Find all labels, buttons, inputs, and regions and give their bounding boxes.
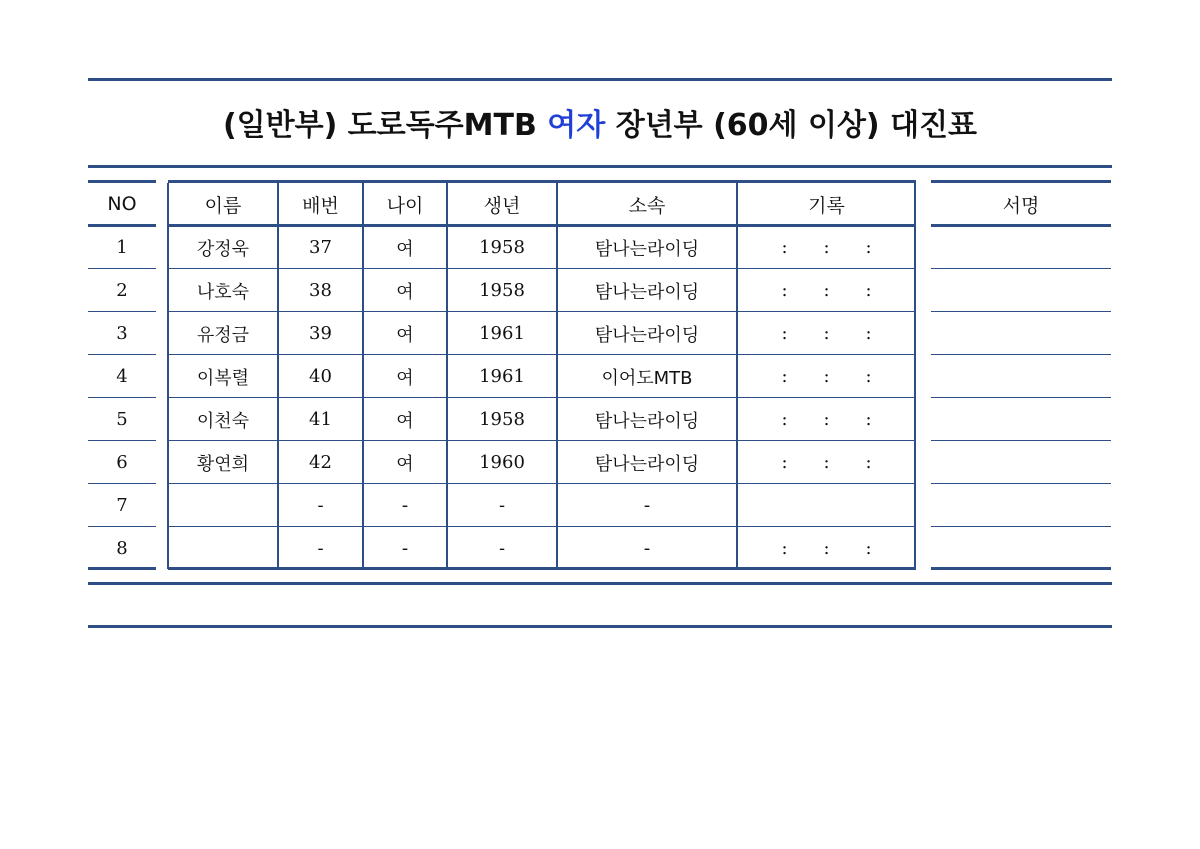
record-separator: : bbox=[781, 366, 788, 387]
no-cell: 5 bbox=[116, 409, 128, 430]
name-cell: 나호숙 bbox=[196, 281, 250, 303]
team-cell: 탐나는라이딩 bbox=[594, 410, 700, 432]
top-rule bbox=[88, 78, 1112, 81]
title-bottom-rule bbox=[88, 165, 1112, 168]
no-cell: 4 bbox=[116, 366, 128, 387]
birth-year-cell: 1961 bbox=[479, 323, 525, 344]
name-cell: 강정욱 bbox=[196, 238, 250, 260]
bib-cell: 38 bbox=[309, 280, 332, 301]
bottom-rule-1 bbox=[88, 582, 1112, 585]
column-header-team: 소속 bbox=[628, 194, 666, 217]
column-header-bib: 배번 bbox=[302, 194, 339, 217]
signature-cell bbox=[931, 355, 1111, 398]
bib-cell: 42 bbox=[309, 452, 332, 473]
birth-year-cell: 1958 bbox=[479, 280, 525, 301]
gender-cell: 여 bbox=[396, 238, 414, 260]
page-title bbox=[88, 96, 1112, 156]
signature-cell bbox=[931, 269, 1111, 312]
record-separator: : bbox=[865, 452, 872, 473]
record-cell bbox=[737, 269, 916, 312]
column-header-gender: 나이 bbox=[386, 194, 424, 217]
title-prefix: (일반부) 도로독주MTB bbox=[222, 108, 548, 143]
gender-cell: 여 bbox=[396, 410, 414, 432]
gender-cell: 여 bbox=[396, 324, 414, 346]
signature-cell bbox=[931, 398, 1111, 441]
gender-cell: - bbox=[401, 538, 409, 559]
record-cell bbox=[737, 355, 916, 398]
record-separator: : bbox=[781, 409, 788, 430]
birth-year-cell: 1961 bbox=[479, 366, 525, 387]
birth-year-cell: 1958 bbox=[479, 237, 525, 258]
bib-cell: - bbox=[317, 538, 324, 559]
gender-cell: - bbox=[401, 495, 409, 516]
gender-cell: 여 bbox=[396, 281, 414, 303]
name-cell: 황연희 bbox=[196, 453, 250, 475]
no-cell: 3 bbox=[116, 323, 128, 344]
record-separator: : bbox=[865, 280, 872, 301]
team-cell: 탐나는라이딩 bbox=[594, 238, 700, 260]
birth-year-cell: - bbox=[498, 538, 506, 559]
record-cell bbox=[737, 226, 916, 269]
signature-cell bbox=[931, 312, 1111, 355]
signature-cell bbox=[931, 527, 1111, 570]
title-accent: 여자 bbox=[547, 108, 606, 143]
bib-cell: 37 bbox=[309, 237, 332, 258]
team-cell: 탐나는라이딩 bbox=[594, 453, 700, 475]
record-separator: : bbox=[823, 409, 830, 430]
name-cell: 유정금 bbox=[196, 324, 250, 346]
column-header-signature: 서명 bbox=[1002, 194, 1040, 217]
team-cell: - bbox=[643, 495, 651, 516]
record-separator: : bbox=[865, 366, 872, 387]
birth-year-cell: 1960 bbox=[479, 452, 525, 473]
record-separator: : bbox=[781, 323, 788, 344]
record-separator: : bbox=[865, 409, 872, 430]
column-header-name: 이름 bbox=[204, 194, 242, 217]
bottom-rule-2 bbox=[88, 625, 1112, 628]
title-suffix: 장년부 (60세 이상) 대진표 bbox=[605, 108, 978, 143]
record-separator: : bbox=[781, 280, 788, 301]
name-cell bbox=[168, 484, 278, 527]
gender-cell: 여 bbox=[396, 453, 414, 475]
record-cell bbox=[737, 484, 916, 527]
name-cell bbox=[168, 527, 278, 570]
no-cell: 2 bbox=[116, 280, 128, 301]
birth-year-cell: - bbox=[498, 495, 506, 516]
record-separator: : bbox=[823, 280, 830, 301]
no-cell: 1 bbox=[116, 237, 128, 258]
record-cell bbox=[737, 441, 916, 484]
bib-cell: 39 bbox=[309, 323, 332, 344]
signature-cell bbox=[931, 484, 1111, 527]
record-separator: : bbox=[823, 237, 830, 258]
record-cell bbox=[737, 527, 916, 570]
gender-cell: 여 bbox=[396, 367, 414, 389]
signature-cell bbox=[931, 226, 1111, 269]
record-separator: : bbox=[781, 452, 788, 473]
team-cell: 이어도MTB bbox=[601, 367, 693, 389]
record-separator: : bbox=[865, 538, 872, 559]
record-separator: : bbox=[865, 323, 872, 344]
record-separator: : bbox=[823, 538, 830, 559]
bib-cell: 41 bbox=[309, 409, 332, 430]
name-cell: 이복렬 bbox=[196, 367, 250, 389]
column-header-no: NO bbox=[107, 193, 137, 215]
bib-cell: - bbox=[317, 495, 324, 516]
record-separator: : bbox=[865, 237, 872, 258]
signature-cell bbox=[931, 441, 1111, 484]
no-cell: 7 bbox=[116, 495, 128, 516]
record-separator: : bbox=[823, 366, 830, 387]
column-header-birth-year: 생년 bbox=[483, 194, 521, 217]
name-cell: 이천숙 bbox=[196, 410, 250, 432]
team-cell: 탐나는라이딩 bbox=[594, 324, 700, 346]
record-separator: : bbox=[781, 237, 788, 258]
record-cell bbox=[737, 398, 916, 441]
no-cell: 8 bbox=[116, 538, 128, 559]
record-separator: : bbox=[823, 452, 830, 473]
record-separator: : bbox=[823, 323, 830, 344]
record-separator: : bbox=[781, 538, 788, 559]
birth-year-cell: 1958 bbox=[479, 409, 525, 430]
team-cell: 탐나는라이딩 bbox=[594, 281, 700, 303]
team-cell: - bbox=[643, 538, 651, 559]
record-cell bbox=[737, 312, 916, 355]
no-cell: 6 bbox=[116, 452, 128, 473]
column-header-record: 기록 bbox=[808, 194, 845, 217]
bib-cell: 40 bbox=[309, 366, 332, 387]
